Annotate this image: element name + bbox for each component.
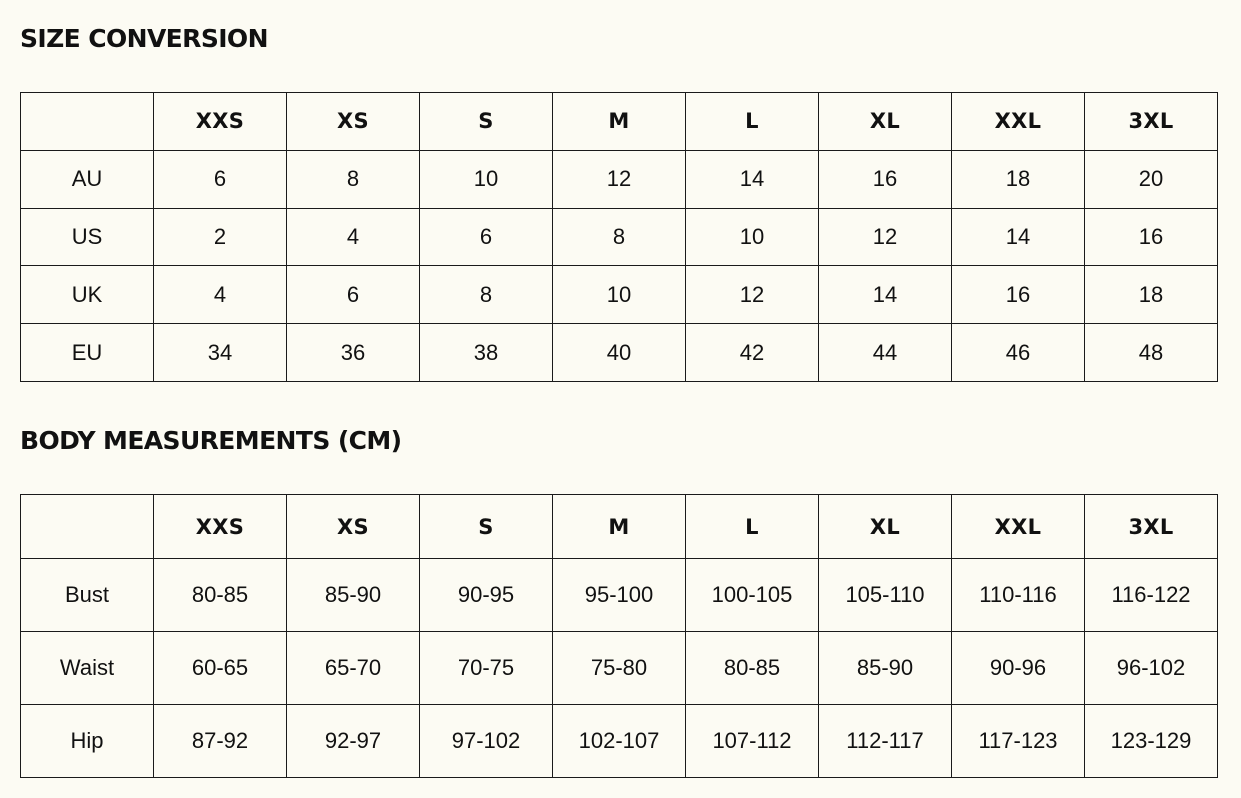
row-label: US <box>21 208 154 266</box>
table-cell: 48 <box>1085 324 1218 382</box>
table-cell: 100-105 <box>686 559 819 632</box>
table-cell: 8 <box>287 150 420 208</box>
size-header-row <box>21 495 1218 559</box>
size-conversion-title: SIZE CONVERSION <box>20 24 268 53</box>
table-cell: 97-102 <box>420 705 553 778</box>
table-cell: 10 <box>420 150 553 208</box>
table-cell: 75-80 <box>553 632 686 705</box>
row-label: Bust <box>21 559 154 632</box>
table-cell: 70-75 <box>420 632 553 705</box>
table-cell: 102-107 <box>553 705 686 778</box>
size-header-cell: XL <box>819 93 952 151</box>
row-label: Waist <box>21 632 154 705</box>
table-cell: 80-85 <box>154 559 287 632</box>
size-header-cell: XXS <box>154 93 287 151</box>
table-cell: 8 <box>553 208 686 266</box>
size-header-cell: M <box>553 495 686 559</box>
table-cell: 116-122 <box>1085 559 1218 632</box>
table-cell: 4 <box>287 208 420 266</box>
table-cell: 95-100 <box>553 559 686 632</box>
table-cell: 85-90 <box>287 559 420 632</box>
corner-cell <box>21 495 154 559</box>
table-cell: 36 <box>287 324 420 382</box>
table-cell: 107-112 <box>686 705 819 778</box>
table-cell: 14 <box>819 266 952 324</box>
table-cell: 6 <box>420 208 553 266</box>
table-cell: 38 <box>420 324 553 382</box>
table-cell: 20 <box>1085 150 1218 208</box>
table-row <box>21 705 1218 778</box>
table-cell: 112-117 <box>819 705 952 778</box>
table-cell: 105-110 <box>819 559 952 632</box>
size-header-cell: XS <box>287 495 420 559</box>
table-cell: 18 <box>1085 266 1218 324</box>
table-cell: 8 <box>420 266 553 324</box>
table-cell: 65-70 <box>287 632 420 705</box>
table-cell: 80-85 <box>686 632 819 705</box>
row-label: UK <box>21 266 154 324</box>
size-header-cell: XL <box>819 495 952 559</box>
size-header-cell: XXL <box>952 495 1085 559</box>
size-header-cell: S <box>420 495 553 559</box>
table-cell: 16 <box>1085 208 1218 266</box>
size-header-cell: L <box>686 93 819 151</box>
table-cell: 10 <box>553 266 686 324</box>
table-row <box>21 324 1218 382</box>
table-cell: 12 <box>819 208 952 266</box>
table-row <box>21 632 1218 705</box>
table-cell: 46 <box>952 324 1085 382</box>
table-row <box>21 559 1218 632</box>
table-cell: 12 <box>686 266 819 324</box>
table-cell: 42 <box>686 324 819 382</box>
body-measurements-table <box>20 494 1218 778</box>
table-cell: 117-123 <box>952 705 1085 778</box>
size-header-cell: L <box>686 495 819 559</box>
table-row <box>21 208 1218 266</box>
table-cell: 18 <box>952 150 1085 208</box>
corner-cell <box>21 93 154 151</box>
size-header-cell: 3XL <box>1085 495 1218 559</box>
table-row <box>21 266 1218 324</box>
table-cell: 34 <box>154 324 287 382</box>
table-cell: 14 <box>952 208 1085 266</box>
size-header-row <box>21 93 1218 151</box>
size-header-cell: M <box>553 93 686 151</box>
table-cell: 90-96 <box>952 632 1085 705</box>
table-cell: 123-129 <box>1085 705 1218 778</box>
size-header-cell: S <box>420 93 553 151</box>
row-label: Hip <box>21 705 154 778</box>
size-header-cell: XS <box>287 93 420 151</box>
table-cell: 6 <box>154 150 287 208</box>
table-cell: 92-97 <box>287 705 420 778</box>
table-cell: 96-102 <box>1085 632 1218 705</box>
table-cell: 14 <box>686 150 819 208</box>
table-cell: 60-65 <box>154 632 287 705</box>
table-cell: 87-92 <box>154 705 287 778</box>
size-header-cell: XXL <box>952 93 1085 151</box>
table-cell: 4 <box>154 266 287 324</box>
table-cell: 16 <box>952 266 1085 324</box>
table-cell: 10 <box>686 208 819 266</box>
row-label: AU <box>21 150 154 208</box>
body-measurements-title: BODY MEASUREMENTS (CM) <box>20 426 402 455</box>
table-cell: 110-116 <box>952 559 1085 632</box>
table-cell: 40 <box>553 324 686 382</box>
size-header-cell: XXS <box>154 495 287 559</box>
table-cell: 12 <box>553 150 686 208</box>
table-cell: 16 <box>819 150 952 208</box>
table-cell: 85-90 <box>819 632 952 705</box>
table-row <box>21 150 1218 208</box>
size-conversion-table <box>20 92 1218 382</box>
table-cell: 6 <box>287 266 420 324</box>
size-header-cell: 3XL <box>1085 93 1218 151</box>
table-cell: 90-95 <box>420 559 553 632</box>
table-cell: 44 <box>819 324 952 382</box>
row-label: EU <box>21 324 154 382</box>
table-cell: 2 <box>154 208 287 266</box>
